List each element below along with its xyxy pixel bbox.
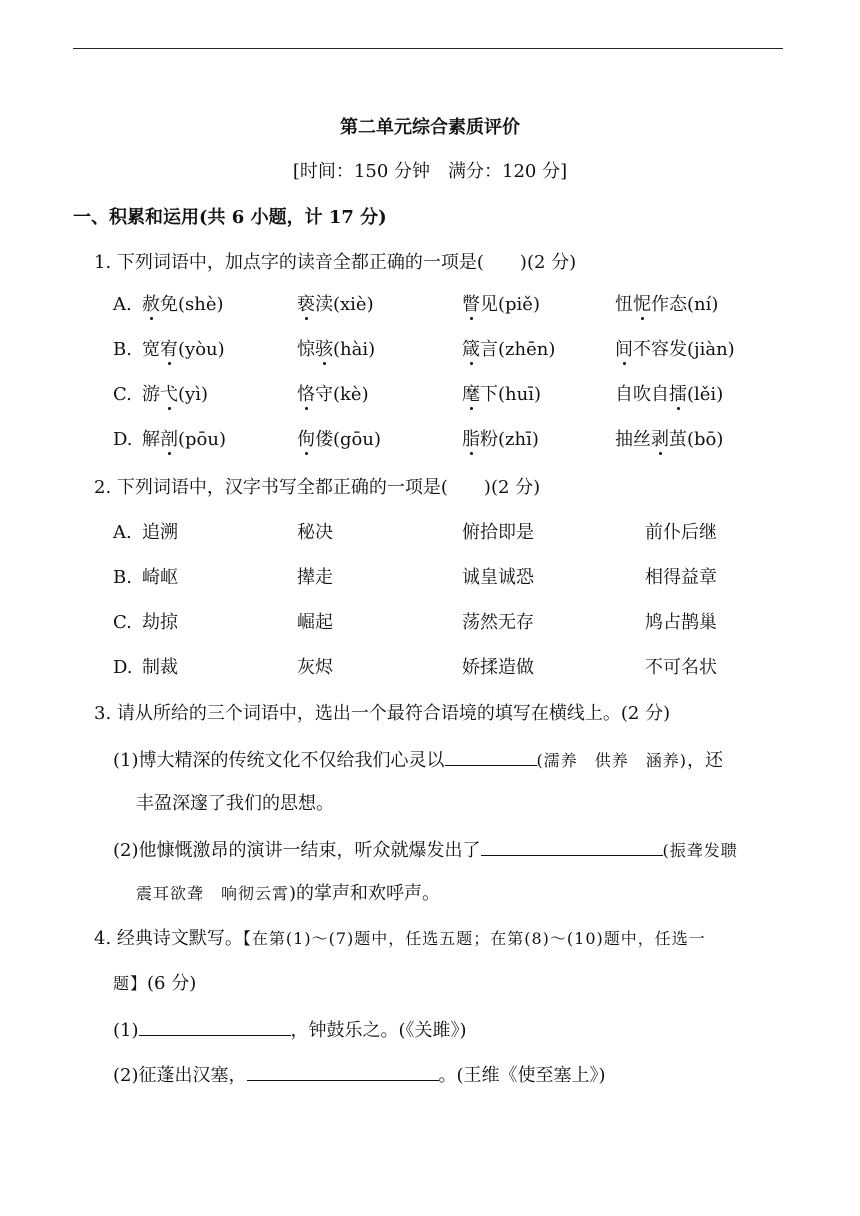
- option-word: [297, 293, 374, 317]
- dotted-char: 弋: [160, 384, 178, 405]
- option-word: [462, 338, 555, 362]
- option-word: [615, 338, 735, 362]
- stem-text: 4. 经典诗文默写。: [94, 928, 243, 949]
- dotted-char: 怩: [633, 294, 651, 315]
- word-suffix: (pōu): [178, 429, 226, 450]
- item-text: (2)征蓬出汉塞，: [113, 1065, 247, 1086]
- word-suffix: 见(piě): [480, 294, 540, 315]
- option-letter[interactable]: C.: [113, 612, 132, 633]
- stem-instruction: 题】: [113, 974, 148, 993]
- word-suffix: 偻(gōu): [315, 429, 381, 450]
- word-prefix: 抽丝: [615, 429, 651, 450]
- word-suffix: 下(huī): [480, 384, 541, 405]
- question-4-stem-cont: [113, 972, 196, 996]
- dotted-char: 骇: [315, 339, 333, 360]
- word-prefix: 游: [142, 384, 160, 405]
- word-prefix: 忸: [615, 294, 633, 315]
- answer-blank[interactable]: [445, 747, 537, 766]
- word-suffix: (yì): [178, 384, 208, 405]
- dotted-char: 赦: [142, 294, 160, 315]
- word-suffix: (hài): [333, 339, 376, 360]
- word-suffix: (lěi): [687, 384, 724, 405]
- dotted-char: 瞥: [462, 294, 480, 315]
- points: (6 分): [147, 973, 197, 994]
- question-2-stem: 2. 下列词语中，汉字书写全都正确的一项是( )(2 分): [94, 477, 541, 498]
- option-letter[interactable]: B.: [113, 567, 132, 588]
- question-4-item-1: [113, 1017, 467, 1043]
- option-word: 制裁: [142, 657, 178, 678]
- option-word: 俯拾即是: [462, 522, 534, 543]
- item-text: (1): [113, 1020, 139, 1041]
- dotted-char: 佝: [297, 429, 315, 450]
- word-suffix: (yòu): [178, 339, 225, 360]
- answer-blank[interactable]: [139, 1017, 291, 1036]
- question-3-sentence-1: [113, 747, 723, 773]
- sentence-text: (2)他慷慨激昂的演讲一结束，听众就爆发出了: [113, 840, 481, 861]
- question-4-stem: [94, 927, 706, 951]
- option-word: [142, 293, 224, 317]
- dotted-char: 剥: [651, 429, 669, 450]
- question-3-sentence-1-cont: 丰盈深邃了我们的思想。: [136, 793, 334, 814]
- word-suffix: 免(shè): [160, 294, 224, 315]
- sentence-text: (1)博大精深的传统文化不仅给我们心灵以: [113, 750, 445, 771]
- option-letter[interactable]: B.: [113, 339, 132, 360]
- option-word: [615, 383, 723, 407]
- question-3-stem: 3. 请从所给的三个词语中，选出一个最符合语境的填写在横线上。(2 分): [94, 703, 671, 724]
- answer-blank[interactable]: [247, 1062, 439, 1081]
- item-text: ，钟鼓乐之。(《关雎》): [290, 1020, 467, 1041]
- question-3-sentence-2-cont: [136, 882, 440, 906]
- word-prefix: 惊: [297, 339, 315, 360]
- stem-instruction: 【在第(1)～(7)题中，任选五题；在第(8)～(10)题中，任选一: [242, 929, 706, 948]
- sentence-text: ，还: [687, 750, 723, 771]
- option-word: 灰烬: [297, 657, 333, 678]
- word-choices: 震耳欲聋 响彻云霄: [136, 884, 290, 903]
- item-text: 。(王维《使至塞上》): [438, 1065, 606, 1086]
- dotted-char: 麾: [462, 384, 480, 405]
- page-title: 第二单元综合素质评价: [340, 117, 520, 138]
- option-letter[interactable]: C.: [113, 384, 132, 405]
- word-suffix: 言(zhēn): [480, 339, 556, 360]
- option-word: [462, 293, 540, 317]
- sentence-text: )的掌声和欢呼声。: [289, 883, 441, 904]
- option-word: 不可名状: [645, 657, 717, 678]
- option-letter[interactable]: A.: [113, 294, 132, 315]
- dotted-char: 宥: [160, 339, 178, 360]
- option-word: 娇揉造做: [462, 657, 534, 678]
- option-word: 劫掠: [142, 612, 178, 633]
- word-suffix: 不容发(jiàn): [633, 339, 735, 360]
- option-word: 鸠占鹊巢: [645, 612, 717, 633]
- question-3-sentence-2: [113, 837, 738, 863]
- option-letter[interactable]: D.: [113, 429, 133, 450]
- dotted-char: 剖: [160, 429, 178, 450]
- word-choices: (濡养 供养 涵养): [536, 751, 687, 770]
- option-word: 追溯: [142, 522, 178, 543]
- option-word: 崛起: [297, 612, 333, 633]
- dotted-char: 恪: [297, 384, 315, 405]
- word-suffix: 作态(ní): [651, 294, 719, 315]
- word-choices: (振聋发聩: [662, 841, 738, 860]
- option-word: 前仆后继: [645, 522, 717, 543]
- option-letter[interactable]: A.: [113, 522, 132, 543]
- dotted-char: 擂: [669, 384, 687, 405]
- option-word: [297, 383, 369, 407]
- word-suffix: 粉(zhī): [480, 429, 539, 450]
- option-word: 诚皇诚恐: [462, 567, 534, 588]
- option-word: [462, 383, 541, 407]
- answer-blank[interactable]: [481, 837, 663, 856]
- exam-info: [时间：150 分钟 满分：120 分]: [292, 161, 568, 182]
- word-prefix: 解: [142, 429, 160, 450]
- word-suffix: 渎(xiè): [315, 294, 374, 315]
- option-word: 荡然无存: [462, 612, 534, 633]
- dotted-char: 间: [615, 339, 633, 360]
- option-word: [297, 338, 375, 362]
- word-suffix: 守(kè): [315, 384, 369, 405]
- option-word: [142, 383, 208, 407]
- option-letter[interactable]: D.: [113, 657, 133, 678]
- option-word: [615, 428, 723, 452]
- word-prefix: 宽: [142, 339, 160, 360]
- option-word: [297, 428, 381, 452]
- question-4-item-2: [113, 1062, 606, 1088]
- dotted-char: 脂: [462, 429, 480, 450]
- option-word: [142, 428, 226, 452]
- section-heading: 一、积累和运用(共 6 小题，计 17 分): [73, 207, 387, 228]
- option-word: [462, 428, 539, 452]
- option-word: [142, 338, 225, 362]
- option-word: 相得益章: [645, 567, 717, 588]
- question-1-stem: 1. 下列词语中，加点字的读音全都正确的一项是( )(2 分): [94, 252, 577, 273]
- dotted-char: 亵: [297, 294, 315, 315]
- word-prefix: 自吹自: [615, 384, 669, 405]
- header-rule: [73, 48, 783, 49]
- option-word: 崎岖: [142, 567, 178, 588]
- option-word: 撵走: [297, 567, 333, 588]
- word-suffix: 茧(bō): [669, 429, 724, 450]
- dotted-char: 箴: [462, 339, 480, 360]
- option-word: 秘决: [297, 522, 333, 543]
- option-word: [615, 293, 718, 317]
